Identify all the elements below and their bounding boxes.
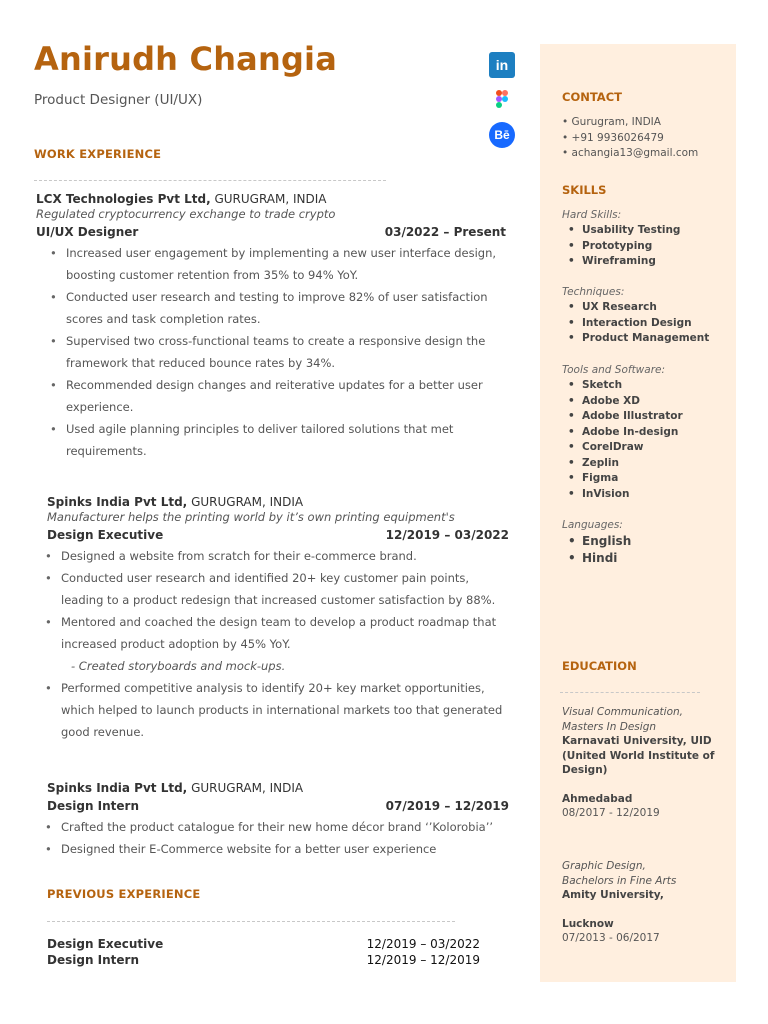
job-company-line [47, 494, 509, 510]
previous-dates: 12/2019 – 03/2022 [366, 937, 480, 951]
company-name: LCX Technologies Pvt Ltd, [36, 192, 211, 206]
tools-group [562, 363, 732, 502]
edu-degree: Bachelors in Fine Arts [562, 874, 677, 887]
techniques-group [562, 285, 732, 347]
skill-item: • Adobe In-design [562, 425, 732, 441]
list-item: • Performed competitive analysis to identify 20+ key market opportunities, which helped to launch products in international markets too that generated good revenue. [31, 677, 509, 743]
edu-field: Visual Communication, [562, 706, 684, 718]
job-entry [36, 191, 506, 462]
skills-heading: SKILLS [562, 183, 607, 197]
tools-label: Tools and Software: [562, 364, 666, 376]
role-title: Design Intern [47, 799, 140, 813]
contact-location: • Gurugram, INDIA [562, 116, 661, 128]
sidebar [540, 44, 736, 982]
company-location: GURUGRAM, INDIA [187, 495, 304, 509]
role-line [36, 224, 506, 240]
techniques-label: Techniques: [562, 286, 625, 298]
list-item: • Designed a website from scratch for their e-commerce brand. [31, 545, 509, 567]
divider [34, 180, 386, 181]
job-company-line [47, 780, 509, 796]
company-location: GURUGRAM, INDIA [210, 192, 327, 206]
languages-label: Languages: [562, 519, 623, 531]
list-sub-note: - Created storyboards and mock-ups. [71, 659, 286, 673]
education-entry [562, 705, 732, 821]
skill-item: • InVision [562, 487, 732, 503]
edu-school: Karnavati University, UID (United World Institute of Design) [562, 735, 715, 776]
role-line [47, 798, 509, 814]
role-title: UI/UX Designer [36, 225, 139, 239]
work-experience-heading: WORK EXPERIENCE [34, 147, 162, 161]
achievement-list [36, 242, 506, 462]
candidate-name: Anirudh Changia [34, 40, 338, 78]
skill-item: • Product Management [562, 331, 732, 347]
previous-dates: 12/2019 – 12/2019 [366, 953, 480, 967]
skill-item: • Figma [562, 471, 732, 487]
education-entry [562, 859, 732, 946]
company-description: Regulated cryptocurrency exchange to trade crypto [36, 207, 336, 221]
skill-item: • Sketch [562, 378, 732, 394]
list-item: • Conducted user research and identified 20+ key customer pain points, leading to a product redesign that increased customer satisfaction by 88%. [31, 567, 509, 611]
edu-city: Lucknow [562, 917, 614, 930]
list-item: • Recommended design changes and reiterative updates for a better user experience. [36, 374, 506, 418]
previous-experience-heading: PREVIOUS EXPERIENCE [47, 887, 201, 901]
skill-item: • Interaction Design [562, 316, 732, 332]
achievement-list [31, 545, 509, 743]
job-title: Product Designer (UI/UX) [34, 92, 203, 108]
list-item: • Crafted the product catalogue for their new home décor brand ‘’Kolorobia’’ [31, 816, 509, 838]
company-description: Manufacturer helps the printing world by it’s own printing equipment's [47, 510, 455, 524]
education-heading: EDUCATION [562, 659, 637, 673]
role-dates: 03/2022 – Present [384, 225, 506, 239]
edu-city: Ahmedabad [562, 792, 633, 805]
edu-field: Graphic Design, [562, 860, 646, 872]
languages-group [562, 518, 732, 566]
company-location: GURUGRAM, INDIA [187, 781, 304, 795]
list-item: • Used agile planning principles to deliver tailored solutions that met requirements. [36, 418, 506, 462]
skill-item: • Prototyping [562, 239, 732, 255]
role-line [47, 527, 509, 543]
edu-dates: 08/2017 - 12/2019 [562, 807, 660, 819]
skill-item: • Wireframing [562, 254, 732, 270]
edu-school: Amity University, [562, 889, 664, 901]
skill-item: • CorelDraw [562, 440, 732, 456]
company-name: Spinks India Pvt Ltd, [47, 495, 188, 509]
list-item: • Designed their E-Commerce website for a better user experience [31, 838, 509, 860]
list-item: • Mentored and coached the design team to develop a product roadmap that increased product adoption by 45% YoY. [31, 611, 509, 655]
hard-skills-group [562, 208, 732, 270]
contact-phone[interactable]: • +91 9936026479 [562, 131, 664, 144]
previous-role-row [47, 937, 480, 951]
achievement-list [31, 816, 509, 860]
contact-heading: CONTACT [562, 90, 622, 104]
skill-item: • Adobe XD [562, 394, 732, 410]
role-dates: 07/2019 – 12/2019 [385, 799, 509, 813]
language-item: • English [562, 533, 732, 550]
role-title: Design Executive [47, 528, 164, 542]
skill-item: • Usability Testing [562, 223, 732, 239]
contact-email[interactable]: • achangia13@gmail.com [562, 147, 699, 159]
hard-skills-label: Hard Skills: [562, 209, 622, 221]
skill-item: • UX Research [562, 300, 732, 316]
job-entry [47, 780, 509, 860]
company-name: Spinks India Pvt Ltd, [47, 781, 188, 795]
contact-list [562, 115, 698, 162]
list-item: • Increased user engagement by implementing a new user interface design, boosting customer retention from 35% to 94% YoY. [36, 242, 506, 286]
figma-icon[interactable] [489, 86, 515, 112]
behance-icon[interactable]: Bē [489, 122, 515, 148]
edu-dates: 07/2013 - 06/2017 [562, 932, 660, 944]
list-item: • Supervised two cross-functional teams to create a responsive design the framework that reduced bounce rates by 34%. [36, 330, 506, 374]
divider [560, 692, 700, 693]
list-item: • Conducted user research and testing to improve 82% of user satisfaction scores and task completion rates. [36, 286, 506, 330]
role-dates: 12/2019 – 03/2022 [385, 528, 509, 542]
skill-item: • Zeplin [562, 456, 732, 472]
linkedin-icon[interactable]: in [489, 52, 515, 78]
previous-role-row [47, 953, 480, 967]
previous-role: Design Executive [47, 937, 164, 951]
job-company-line [36, 191, 506, 207]
edu-degree: Masters In Design [562, 720, 657, 733]
divider [47, 921, 455, 922]
skill-item: • Adobe Illustrator [562, 409, 732, 425]
previous-role: Design Intern [47, 953, 140, 967]
language-item: • Hindi [562, 550, 732, 567]
job-entry [47, 494, 509, 743]
